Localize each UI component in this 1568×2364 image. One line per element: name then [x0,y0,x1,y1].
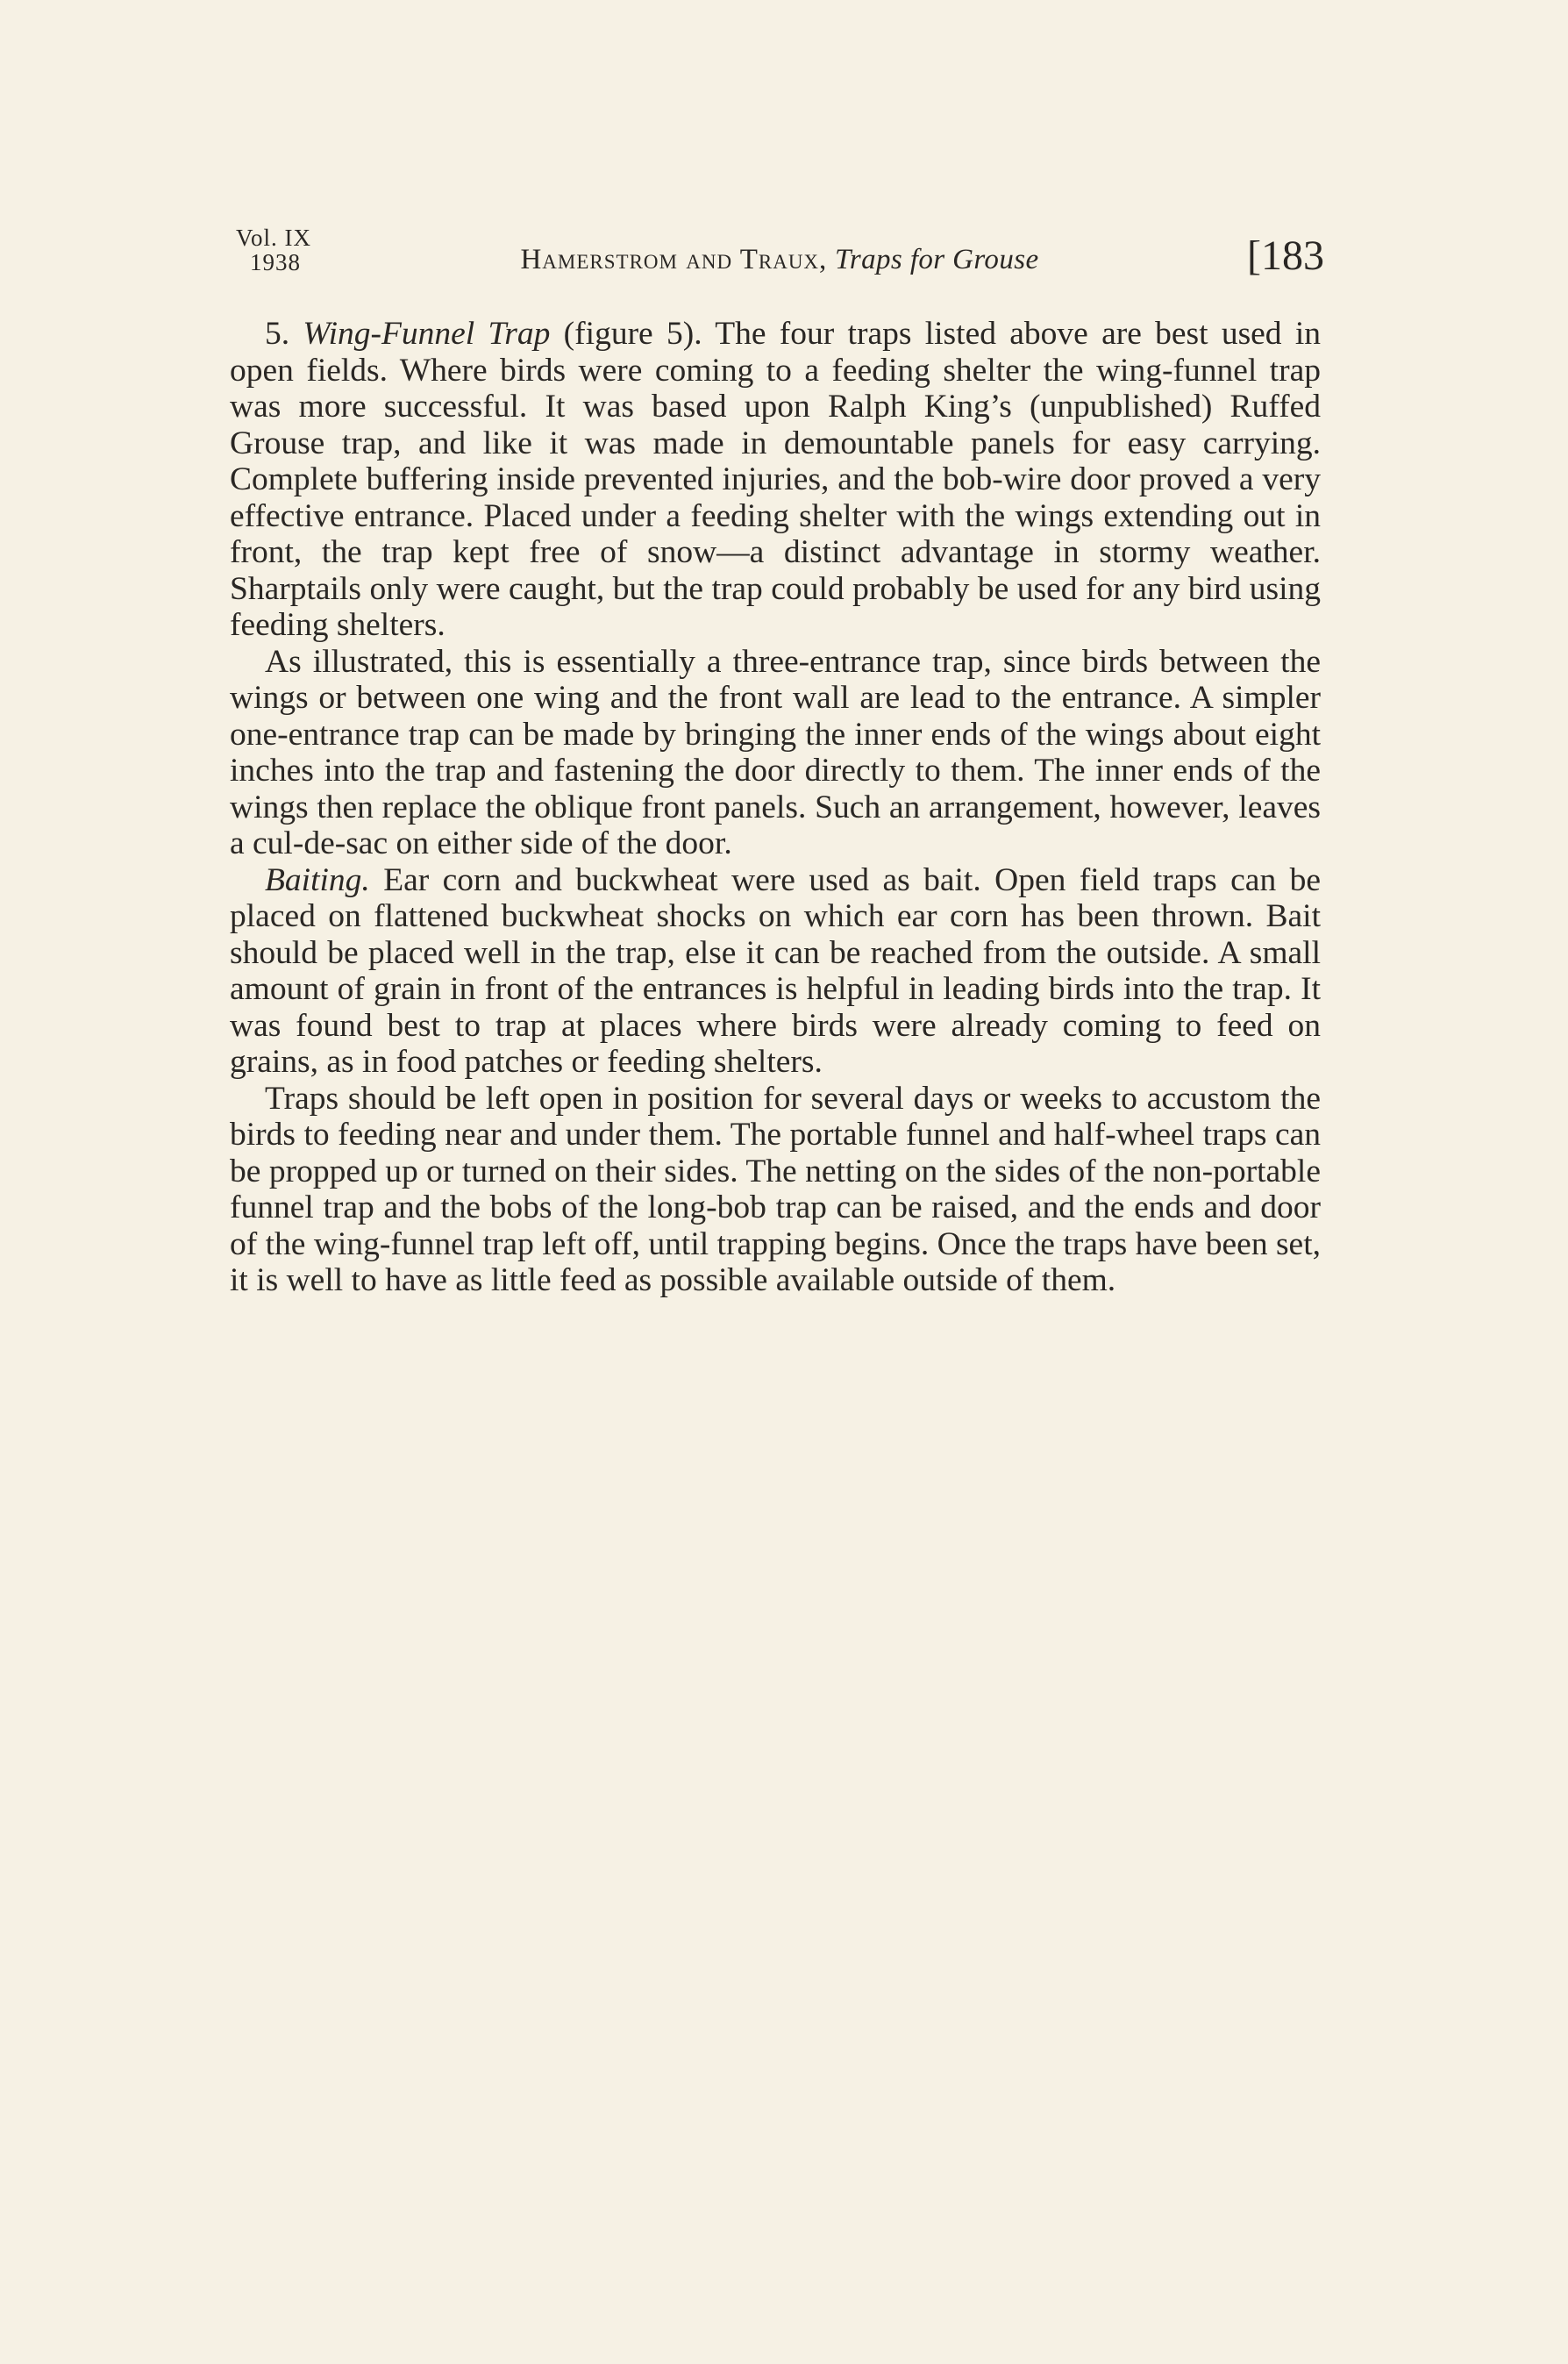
paragraph-text: (figure 5). The four traps listed above are best used in open fields. Where birds were coming to a feeding shelter the wing-funnel trap was more successful. It was based upon Ralph King’s (unpublished) Ruffed Grouse trap, and like it was made in demountable panels for easy carrying. Complete buffering inside prevented injuries, and the bob-wire door proved a very effective entrance. Placed under a feeding shelter with the wings extending out in front, the trap kept free of snow—a distinct advantage in stormy weather. Sharptails only were caught, but the trap could probably be used for any bird using feeding shelters. [230,316,1322,643]
short-title: Traps for Grouse [834,244,1039,275]
paragraph-traps-left-open [230,1081,1321,1299]
article-body [230,316,1321,1299]
paragraph-three-entrance [230,644,1321,862]
paragraph-text: As illustrated, this is essentially a three-entrance trap, since birds between the wings or between one wing and the front wall are lead to the entrance. A simpler one-entrance trap can be made by bringing the inner ends of the wings about eight inches into the trap and fastening the door directly to them. The inner ends of the wings then replace the oblique front panels. Such an arrangement, however, leaves a cul-de-sac on either side of the door. [230,643,1321,861]
section-heading-baiting: Baiting. [265,861,370,898]
year-label: 1938 [250,249,301,275]
section-number: 5. [265,316,303,352]
section-heading-wing-funnel-trap: Wing-Funnel Trap [303,316,551,352]
paragraph-text: Ear corn and buckwheat were used as bait. Open field traps can be placed on flattened buckwheat shocks on which ear corn has been thrown. Bait should be placed well in the trap, else it can be reached from the outside. A small amount of grain in front of the entrances is helpful in leading birds into the trap. It was found best to trap at places where birds were already coming to feed on grains, as in food patches or feeding shelters. [230,861,1321,1080]
paragraph-baiting [230,862,1321,1081]
authors: Hamerstrom and Traux, [520,244,828,275]
page-number: [183 [1247,232,1324,279]
running-header [232,226,1327,288]
running-title [232,240,1327,279]
paragraph-text: Traps should be left open in position for several days or weeks to accustom the birds to feeding near and under them. The portable funnel and half-wheel traps can be propped up or turned on their sides. The netting on the sides of the non-portable funnel trap and the bobs of the long-bob trap can be raised, and the ends and door of the wing-funnel trap left off, until trapping begins. Once the traps have been set, it is well to have as little feed as possible available outside of them. [230,1080,1321,1298]
paragraph-wing-funnel-trap [230,316,1321,644]
volume-label: Vol. IX [236,225,312,251]
